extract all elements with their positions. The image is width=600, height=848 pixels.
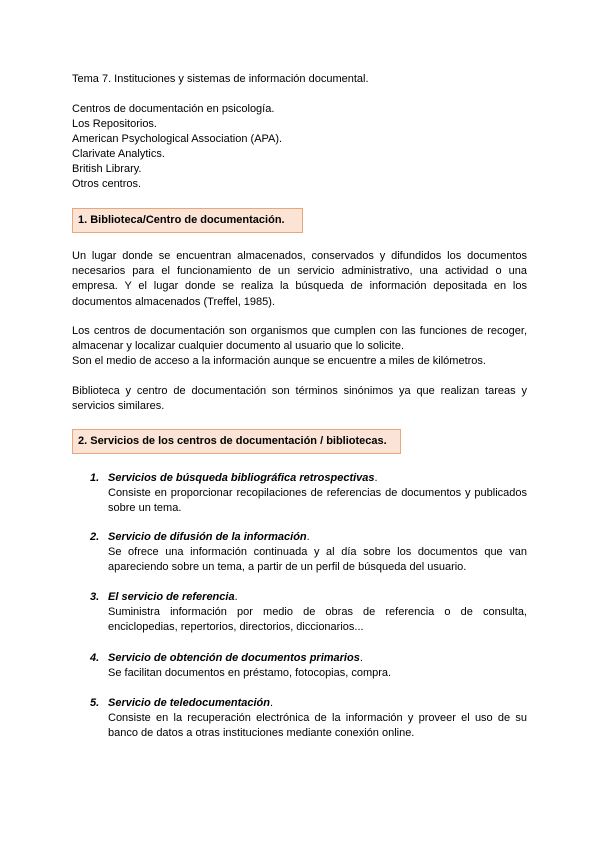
service-title-punct: . xyxy=(270,697,274,709)
topic-item: Centros de documentación en psicología. xyxy=(72,103,275,115)
document-title: Tema 7. Instituciones y sistemas de información documental. xyxy=(72,73,369,85)
service-title-punct: . xyxy=(359,652,363,664)
topic-item: Otros centros. xyxy=(72,178,142,190)
paragraph-text: Un lugar donde se encuentran almacenados, conservados y difundidos los documentos necesarios para el funcionamiento de un servicio administrativo, una actividad o una empresa. Y el lugar donde se realiza la búsqueda de información depositada en los documentos almacenados (Treffel, 1985). xyxy=(72,250,527,308)
service-title-punct: . xyxy=(234,591,238,603)
service-description: Consiste en proporcionar recopilaciones de referencias de documentos y publicados sobre un tema. xyxy=(108,487,527,515)
service-description: Consiste en la recuperación electrónica de la información y proveer el uso de su banco de datos a otras instituciones mediante conexión online. xyxy=(108,712,527,740)
service-description: Suministra información por medio de obras de referencia o de consulta, enciclopedias, repertorios, directorios, diccionarios... xyxy=(108,606,527,634)
service-number: 2. xyxy=(90,531,100,543)
service-title: Servicio de difusión de la información xyxy=(108,531,307,543)
service-description: Se ofrece una información continuada y al día sobre los documentos que van apareciendo sobre un tema, a partir de un perfil de búsqueda del usuario. xyxy=(108,546,527,574)
section-1-paragraph-3 xyxy=(72,384,527,414)
service-number: 1. xyxy=(90,472,100,484)
service-number: 3. xyxy=(90,591,100,603)
section-1-heading: 1. Biblioteca/Centro de documentación. xyxy=(72,208,303,233)
service-title-line xyxy=(108,471,378,486)
service-title: Servicio de teledocumentación xyxy=(108,697,270,709)
service-title: Servicios de búsqueda bibliográfica retrospectivas xyxy=(108,472,375,484)
service-number: 5. xyxy=(90,697,100,709)
service-title-line xyxy=(108,651,363,666)
topic-item: Clarivate Analytics. xyxy=(72,148,165,160)
service-title-line xyxy=(108,530,310,545)
service-title-punct: . xyxy=(374,472,378,484)
service-description: Se facilitan documentos en préstamo, fotocopias, compra. xyxy=(108,667,392,679)
paragraph-text: Los centros de documentación son organismos que cumplen con las funciones de recoger, almacenar y localizar cualquier documento al usuario que lo solicite. xyxy=(72,325,527,353)
service-number: 4. xyxy=(90,652,100,664)
topic-item: American Psychological Association (APA). xyxy=(72,133,283,145)
service-title-line xyxy=(108,590,238,605)
service-title: Servicio de obtención de documentos primarios xyxy=(108,652,360,664)
section-1-paragraph-2 xyxy=(72,324,527,370)
topic-item: British Library. xyxy=(72,163,142,175)
section-2-heading: 2. Servicios de los centros de documentación / bibliotecas. xyxy=(72,429,401,454)
paragraph-text: Son el medio de acceso a la información aunque se encuentre a miles de kilómetros. xyxy=(72,355,486,368)
service-title: El servicio de referencia xyxy=(108,591,235,603)
paragraph-text: Biblioteca y centro de documentación son términos sinónimos ya que realizan tareas y servicios similares. xyxy=(72,385,527,413)
service-title-punct: . xyxy=(306,531,310,543)
topic-item: Los Repositorios. xyxy=(72,118,157,130)
service-title-line xyxy=(108,696,273,711)
section-1-paragraph-1 xyxy=(72,249,527,310)
